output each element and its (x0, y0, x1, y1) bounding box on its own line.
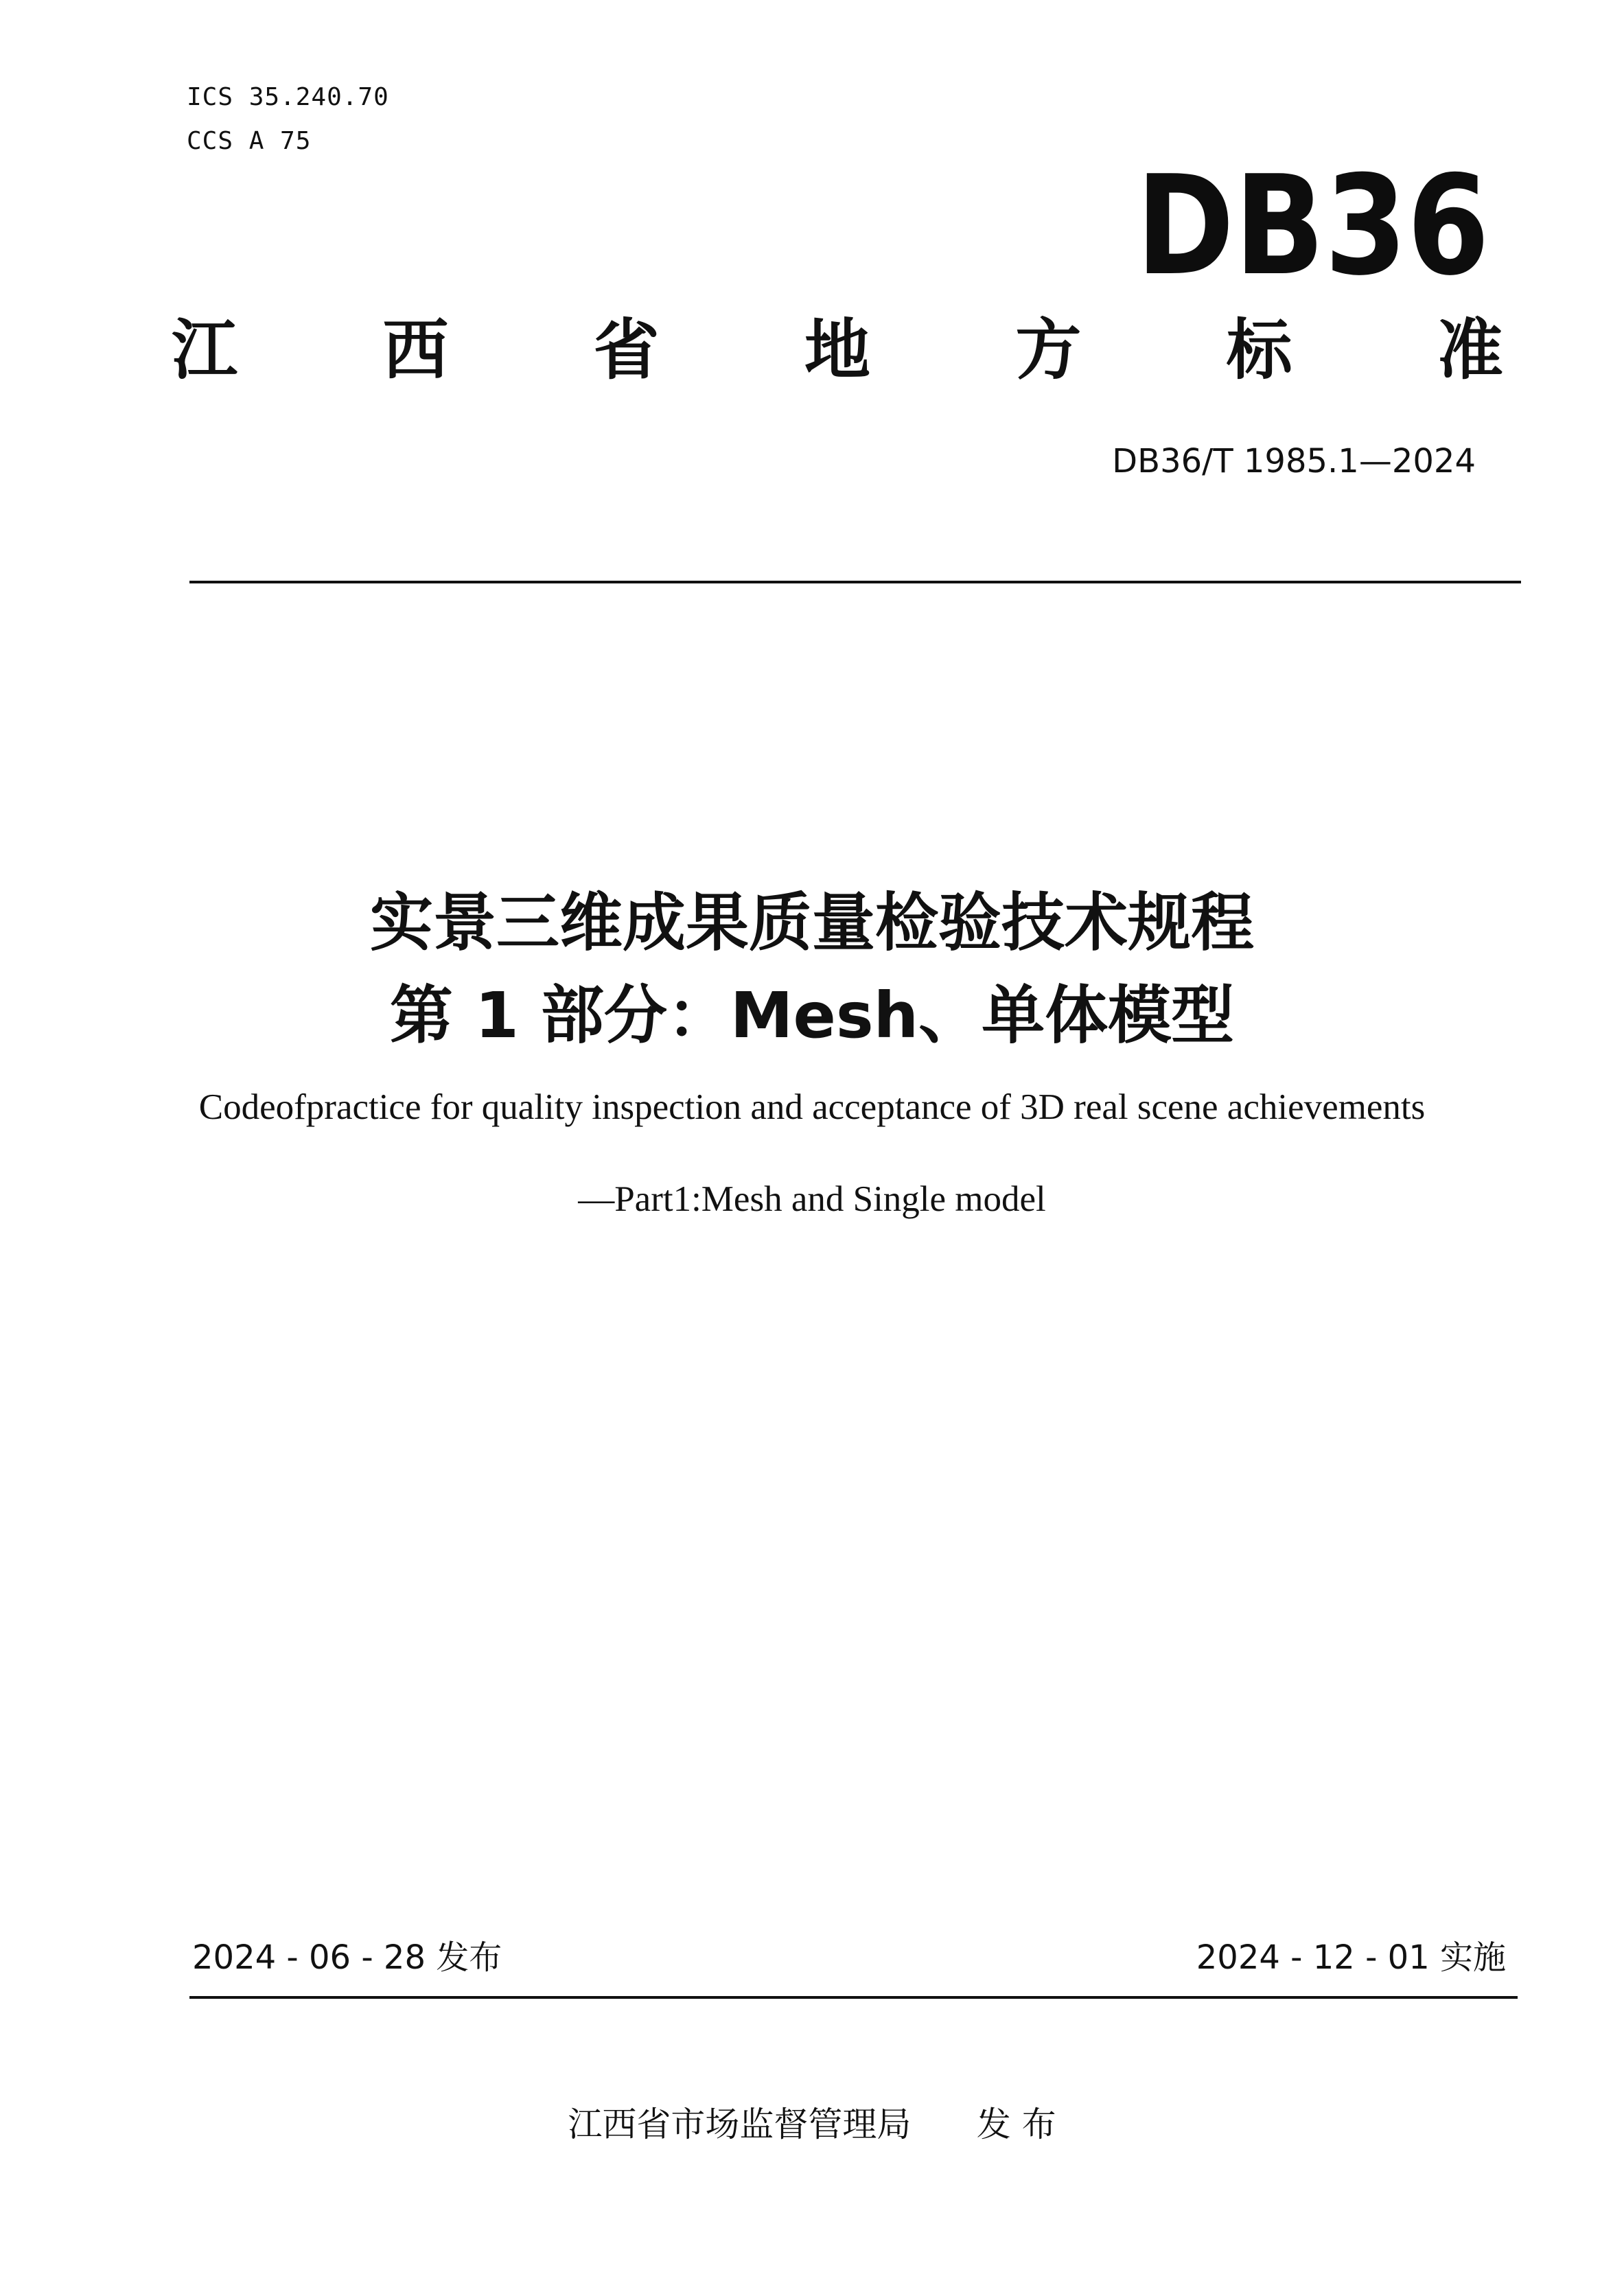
title-cn-line1: 实景三维成果质量检验技术规程 (369, 886, 1254, 960)
standard-type (172, 309, 1503, 391)
standard-type-char: 方 (1015, 312, 1082, 389)
standard-type-char: 准 (1437, 312, 1503, 389)
header-divider (189, 581, 1521, 583)
standard-type-char: 江 (172, 312, 237, 389)
implementation-date: 2024 - 12 - 01 实施 (1196, 1938, 1506, 1977)
standard-number: DB36/T 1985.1—2024 (1112, 442, 1476, 480)
standard-type-char: 西 (382, 312, 449, 389)
db36-logo (1136, 146, 1493, 306)
standard-type-char: 地 (804, 312, 870, 389)
issue-date: 2024 - 06 - 28 发布 (192, 1938, 502, 1977)
ics-code: ICS 35.240.70 (187, 83, 389, 111)
title-cn-line2: 第 1 部分：Mesh、单体模型 (389, 979, 1235, 1052)
standard-type-char: 省 (593, 312, 660, 389)
db36-logo-text: DB36 (1136, 146, 1489, 306)
standard-type-char: 标 (1226, 312, 1292, 389)
footer-divider (189, 1996, 1518, 1999)
ccs-code: CCS A 75 (187, 127, 312, 155)
publisher: 江西省市场监督管理局 发 布 (568, 2104, 1056, 2144)
title-en-line1: Codeofpractice for quality inspection and acceptance of 3D real scene achievements (198, 1087, 1426, 1127)
title-en-line2: —Part1:Mesh and Single model (578, 1179, 1046, 1219)
